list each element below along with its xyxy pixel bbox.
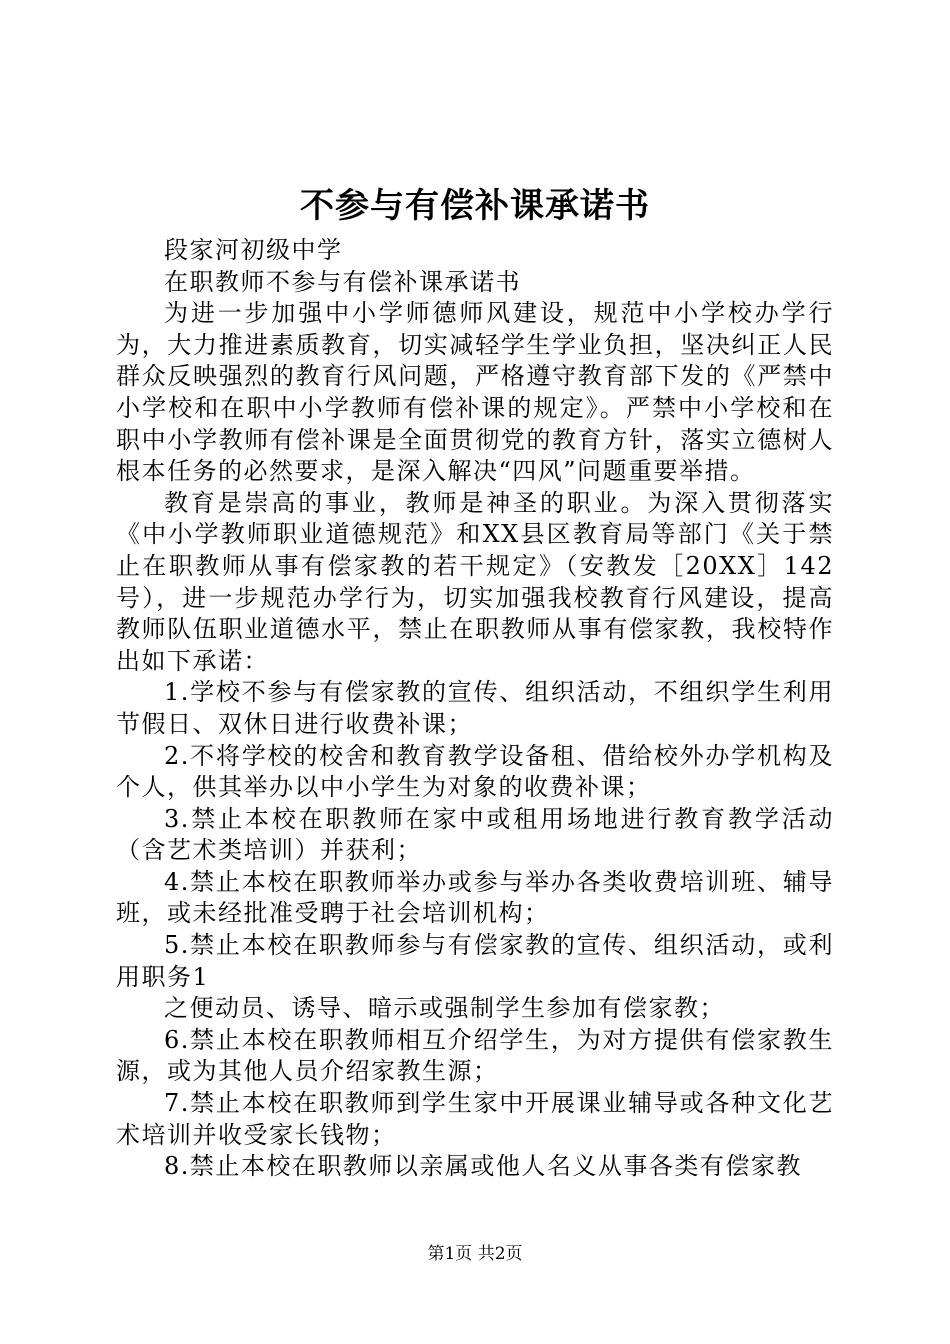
commitment-item-5-continued: 之便动员、诱导、暗示或强制学生参加有偿家教； (164, 994, 725, 1023)
commitment-item-3: 3.禁止本校在职教师在家中或租用场地进行教育教学活动（含艺术类培训）并获利； (116, 804, 834, 865)
intro-paragraph: 为进一步加强中小学师德师风建设，规范中小学校办学行为，大力推进素质教育，切实减轻学生学业负担，坚决纠正人民群众反映强烈的教育行风问题，严格遵守教育部下发的《严禁中小学校和在职中小学教师有偿补课的规定》。严禁中小学校和在职中小学教师有偿补课是全面贯彻党的教育方针，落实立德树人根本任务的必然要求，是深入解决“四风”问题重要举措。 (116, 299, 834, 486)
context-paragraph: 教育是崇高的事业，教师是神圣的职业。为深入贯彻落实《中小学教师职业道德规范》和XX县区教育局等部门《关于禁止在职教师从事有偿家教的若干规定》（安教发［20XX］142号），进一步规范办学行为，切实加强我校教育行风建设，提高教师队伍职业道德水平，禁止在职教师从事有偿家教，我校特作出如下承诺： (116, 488, 834, 675)
subtitle-line: 在职教师不参与有偿补课承诺书 (164, 267, 521, 296)
document-body (116, 235, 834, 1183)
school-name-line: 段家河初级中学 (164, 236, 343, 264)
commitment-item-1: 1.学校不参与有偿家教的宣传、组织活动，不组织学生利用节假日、双休日进行收费补课； (116, 678, 834, 738)
commitment-item-5: 5.禁止本校在职教师参与有偿家教的宣传、组织活动，或利用职务1 (116, 931, 834, 991)
document-title: 不参与有偿补课承诺书 (300, 186, 650, 226)
commitment-item-2: 2.不将学校的校舍和教育教学设备租、借给校外办学机构及个人，供其举办以中小学生为对象的收费补课； (116, 741, 834, 802)
page-number: 第1页 共2页 (427, 1244, 523, 1264)
commitment-item-7: 7.禁止本校在职教师到学生家中开展课业辅导或各种文化艺术培训并收受家长钱物； (116, 1089, 834, 1149)
commitment-item-6: 6.禁止本校在职教师相互介绍学生，为对方提供有偿家教生源，或为其他人员介绍家教生源； (116, 1025, 834, 1086)
commitment-item-8: 8.禁止本校在职教师以亲属或他人名义从事各类有偿家教 (164, 1152, 802, 1181)
commitment-item-4: 4.禁止本校在职教师举办或参与举办各类收费培训班、辅导班，或未经批准受聘于社会培训机构； (116, 867, 834, 928)
